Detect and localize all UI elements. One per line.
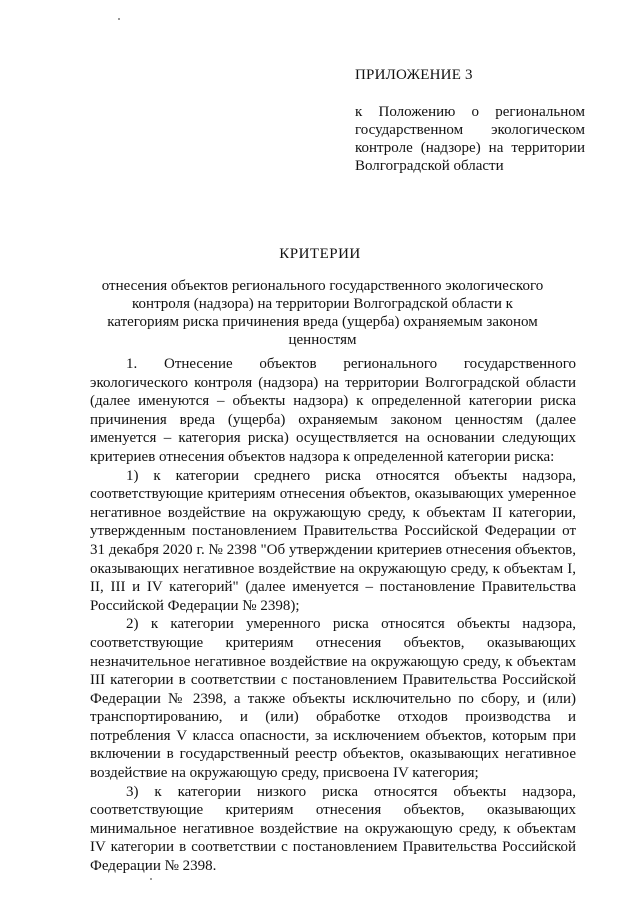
document-title: КРИТЕРИИ — [279, 246, 361, 262]
document-subtitle: отнесения объектов регионального государственного экологического контроля (надзора) на территории Волгоградской области к категориям риска причинения вреда (ущерба) охраняемым законом ценностям — [101, 278, 544, 348]
document-body — [90, 355, 576, 876]
scan-speck — [150, 878, 152, 880]
scan-speck — [118, 18, 120, 20]
paragraph-1: 1. Отнесение объектов регионального государственного экологического контроля (надзора) на территории Волгоградской области (далее именуются – объекты надзора) к определенной категории риска причинения вреда (ущерба) охраняемым законом ценностям (далее именуется – категория риска) осуществляется на основании следующих критериев отнесения объектов надзора к определенной категории риска: — [90, 356, 576, 465]
appendix-reference: к Положению о региональном государственном экологическом контроле (надзоре) на территории Волгоградской области — [355, 104, 585, 174]
appendix-title: ПРИЛОЖЕНИЕ 3 — [355, 67, 473, 83]
paragraph-item-2: 2) к категории умеренного риска относятся объекты надзора, соответствующие критериям отнесения объектов, оказывающих незначительное негативное воздействие на окружающую среду, к объектам III категории в соответствии с постановлением Правительства Российской Федерации № 2398, а также объекты исключительно по сбору, и (или) транспортированию, и (или) обработке отходов производства и потребления V класса опасности, за исключением объектов, которым при включении в государственный реестр объектов, оказывающих негативное воздействие на окружающую среду, присвоена IV категория; — [90, 616, 576, 782]
paragraph-item-3: 3) к категории низкого риска относятся объекты надзора, соответствующие критериям отнесения объектов, оказывающих минимальное негативное воздействие на окружающую среду, к объектам IV категории в соответствии с постановлением Правительства Российской Федерации № 2398. — [90, 783, 576, 875]
paragraph-item-1: 1) к категории среднего риска относятся объекты надзора, соответствующие критериям отнесения объектов, оказывающих умеренное негативное воздействие на окружающую среду, к объектам II категории, утвержденным постановлением Правительства Российской Федерации от 31 декабря 2020 г. № 2398 "Об утверждении критериев отнесения объектов, оказывающих негативное воздействие на окружающую среду, к объектам I, II, III и IV категорий" (далее именуется – постановление Правительства Российской Федерации № 2398); — [90, 467, 576, 614]
